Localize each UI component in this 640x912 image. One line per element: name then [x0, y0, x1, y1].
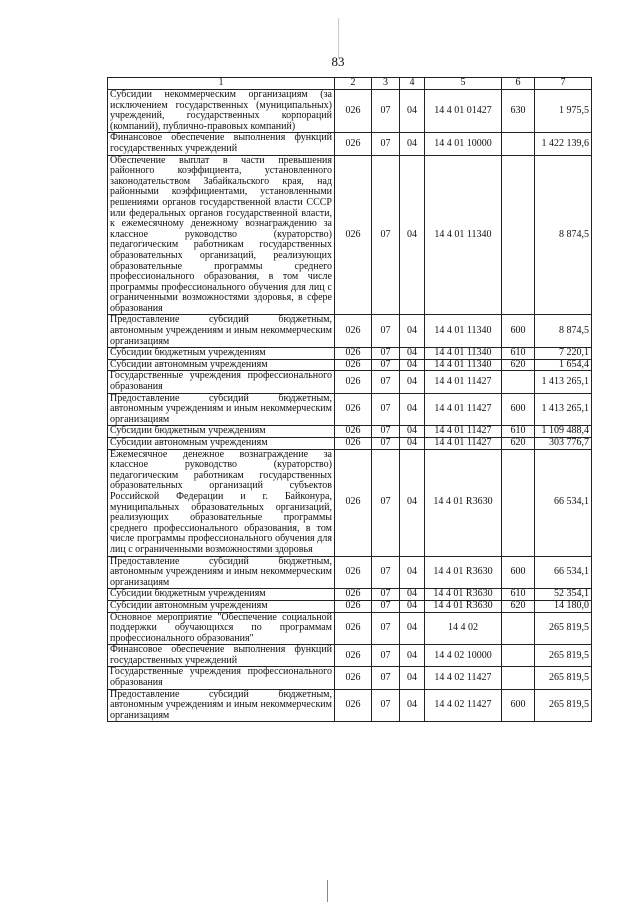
table-row	[108, 612, 592, 645]
table-row	[108, 645, 592, 667]
cell-target-article: 14 4 01 R3630	[425, 556, 502, 589]
cell-target-article: 14 4 01 11427	[425, 426, 502, 438]
cell-subsection: 04	[400, 426, 425, 438]
cell-subsection: 04	[400, 449, 425, 556]
cell-target-article: 14 4 01 R3630	[425, 449, 502, 556]
table-row	[108, 556, 592, 589]
cell-description: Финансовое обеспечение выполнения функций государственных учреждений	[108, 645, 335, 667]
cell-description: Предоставление субсидий бюджетным, автономным учреждениям и иным некоммерческим организациям	[108, 315, 335, 348]
cell-expense-type: 610	[502, 589, 535, 601]
cell-ministry-code: 026	[335, 133, 372, 155]
cell-subsection: 04	[400, 589, 425, 601]
cell-amount: 8 874,5	[535, 155, 592, 315]
cell-section: 07	[372, 589, 400, 601]
table-row	[108, 449, 592, 556]
cell-target-article: 14 4 01 10000	[425, 133, 502, 155]
cell-expense-type: 600	[502, 315, 535, 348]
table-body	[108, 90, 592, 722]
cell-subsection: 04	[400, 90, 425, 133]
table-row	[108, 589, 592, 601]
cell-section: 07	[372, 645, 400, 667]
cell-expense-type: 620	[502, 438, 535, 450]
page-number: 83	[331, 54, 345, 69]
cell-subsection: 04	[400, 645, 425, 667]
cell-expense-type	[502, 612, 535, 645]
cell-section: 07	[372, 612, 400, 645]
cell-section: 07	[372, 449, 400, 556]
scan-mark-bottom	[327, 880, 328, 902]
cell-expense-type	[502, 667, 535, 689]
cell-amount: 1 975,5	[535, 90, 592, 133]
cell-amount: 1 109 488,4	[535, 426, 592, 438]
cell-expense-type: 600	[502, 393, 535, 426]
cell-description: Субсидии бюджетным учреждениям	[108, 348, 335, 360]
cell-amount: 8 874,5	[535, 315, 592, 348]
cell-amount: 7 220,1	[535, 348, 592, 360]
cell-expense-type	[502, 449, 535, 556]
cell-ministry-code: 026	[335, 371, 372, 393]
cell-subsection: 04	[400, 438, 425, 450]
cell-expense-type: 610	[502, 426, 535, 438]
cell-ministry-code: 026	[335, 359, 372, 371]
cell-description: Субсидии бюджетным учреждениям	[108, 589, 335, 601]
cell-description: Обеспечение выплат в части превышения районного коэффициента, установленного законодательством Забайкальского края, над районными коэффициентами, установленными решениями органов государственной власти СССР или федеральных органов государственной власти, к ежемесячному денежному вознаграждению за классное руководство (кураторство) педагогическим работникам государственных образовательных организаций, реализующих образовательные программы среднего профессионального образования, в том числе программы профессионального обучения для лиц с ограниченными возможностями здоровья, в сфере образования	[108, 155, 335, 315]
cell-expense-type: 620	[502, 359, 535, 371]
cell-description: Финансовое обеспечение выполнения функций государственных учреждений	[108, 133, 335, 155]
cell-subsection: 04	[400, 315, 425, 348]
cell-section: 07	[372, 133, 400, 155]
cell-ministry-code: 026	[335, 348, 372, 360]
cell-target-article: 14 4 01 11340	[425, 155, 502, 315]
cell-ministry-code: 026	[335, 155, 372, 315]
cell-subsection: 04	[400, 133, 425, 155]
cell-ministry-code: 026	[335, 393, 372, 426]
cell-target-article: 14 4 01 11427	[425, 371, 502, 393]
cell-section: 07	[372, 90, 400, 133]
cell-subsection: 04	[400, 556, 425, 589]
cell-subsection: 04	[400, 155, 425, 315]
table-row	[108, 600, 592, 612]
cell-description: Субсидии бюджетным учреждениям	[108, 426, 335, 438]
cell-section: 07	[372, 359, 400, 371]
cell-description: Субсидии автономным учреждениям	[108, 600, 335, 612]
header-col-3: 3	[372, 78, 400, 90]
cell-description: Основное мероприятие "Обеспечение социальной поддержки обучающихся по программам профессионального образования"	[108, 612, 335, 645]
table-row	[108, 315, 592, 348]
header-col-2: 2	[335, 78, 372, 90]
cell-section: 07	[372, 393, 400, 426]
cell-ministry-code: 026	[335, 315, 372, 348]
cell-subsection: 04	[400, 612, 425, 645]
cell-description: Государственные учреждения профессионального образования	[108, 667, 335, 689]
cell-amount: 265 819,5	[535, 612, 592, 645]
cell-expense-type: 620	[502, 600, 535, 612]
cell-expense-type	[502, 155, 535, 315]
cell-description: Предоставление субсидий бюджетным, автономным учреждениям и иным некоммерческим организациям	[108, 556, 335, 589]
cell-section: 07	[372, 689, 400, 722]
cell-subsection: 04	[400, 600, 425, 612]
header-col-5: 5	[425, 78, 502, 90]
cell-expense-type: 630	[502, 90, 535, 133]
cell-amount: 265 819,5	[535, 667, 592, 689]
cell-section: 07	[372, 438, 400, 450]
cell-ministry-code: 026	[335, 449, 372, 556]
cell-target-article: 14 4 01 11340	[425, 359, 502, 371]
budget-table	[107, 77, 592, 722]
cell-expense-type: 600	[502, 556, 535, 589]
table-row	[108, 438, 592, 450]
cell-target-article: 14 4 02 11427	[425, 667, 502, 689]
table-row	[108, 359, 592, 371]
cell-description: Ежемесячное денежное вознаграждение за классное руководство (кураторство) педагогическим работникам государственных образовательных организаций субъектов Российской Федерации и г. Байконура, муниципальных образовательных организаций, реализующих образовательные программы среднего профессионального образования, в том числе программы профессионального обучения для лиц с ограниченными возможностями здоровья	[108, 449, 335, 556]
cell-section: 07	[372, 556, 400, 589]
cell-amount: 1 413 265,1	[535, 371, 592, 393]
cell-target-article: 14 4 01 R3630	[425, 600, 502, 612]
header-row	[108, 78, 592, 90]
cell-expense-type: 600	[502, 689, 535, 722]
cell-ministry-code: 026	[335, 600, 372, 612]
cell-target-article: 14 4 01 11427	[425, 393, 502, 426]
cell-section: 07	[372, 600, 400, 612]
cell-ministry-code: 026	[335, 556, 372, 589]
scan-mark-top	[338, 18, 339, 58]
cell-target-article: 14 4 01 11340	[425, 315, 502, 348]
cell-subsection: 04	[400, 667, 425, 689]
cell-description: Субсидии автономным учреждениям	[108, 438, 335, 450]
header-col-6: 6	[502, 78, 535, 90]
header-col-4: 4	[400, 78, 425, 90]
cell-amount: 265 819,5	[535, 645, 592, 667]
table-row	[108, 426, 592, 438]
table-row	[108, 90, 592, 133]
cell-subsection: 04	[400, 393, 425, 426]
cell-ministry-code: 026	[335, 612, 372, 645]
cell-target-article: 14 4 01 11340	[425, 348, 502, 360]
cell-description: Субсидии автономным учреждениям	[108, 359, 335, 371]
header-col-1: 1	[108, 78, 335, 90]
cell-amount: 52 354,1	[535, 589, 592, 601]
cell-ministry-code: 026	[335, 589, 372, 601]
cell-amount: 66 534,1	[535, 449, 592, 556]
table-row	[108, 689, 592, 722]
cell-section: 07	[372, 348, 400, 360]
table-row	[108, 393, 592, 426]
table-row	[108, 348, 592, 360]
cell-description: Государственные учреждения профессионального образования	[108, 371, 335, 393]
cell-expense-type	[502, 371, 535, 393]
cell-ministry-code: 026	[335, 90, 372, 133]
cell-description: Субсидии некоммерческим организациям (за исключением государственных (муниципальных) учреждений, государственных корпораций (компаний), публично-правовых компаний)	[108, 90, 335, 133]
cell-target-article: 14 4 01 11427	[425, 438, 502, 450]
cell-amount: 303 776,7	[535, 438, 592, 450]
cell-section: 07	[372, 667, 400, 689]
cell-target-article: 14 4 02 10000	[425, 645, 502, 667]
cell-section: 07	[372, 426, 400, 438]
cell-ministry-code: 026	[335, 645, 372, 667]
cell-amount: 1 654,4	[535, 359, 592, 371]
cell-target-article: 14 4 01 01427	[425, 90, 502, 133]
table-row	[108, 133, 592, 155]
cell-amount: 1 413 265,1	[535, 393, 592, 426]
cell-subsection: 04	[400, 359, 425, 371]
cell-section: 07	[372, 371, 400, 393]
table-row	[108, 155, 592, 315]
cell-target-article: 14 4 01 R3630	[425, 589, 502, 601]
cell-ministry-code: 026	[335, 667, 372, 689]
cell-description: Предоставление субсидий бюджетным, автономным учреждениям и иным некоммерческим организациям	[108, 393, 335, 426]
cell-expense-type: 610	[502, 348, 535, 360]
cell-section: 07	[372, 155, 400, 315]
cell-subsection: 04	[400, 348, 425, 360]
table-header	[108, 78, 592, 90]
cell-ministry-code: 026	[335, 689, 372, 722]
table-row	[108, 371, 592, 393]
cell-ministry-code: 026	[335, 438, 372, 450]
cell-description: Предоставление субсидий бюджетным, автономным учреждениям и иным некоммерческим организациям	[108, 689, 335, 722]
cell-amount: 1 422 139,6	[535, 133, 592, 155]
header-col-7: 7	[535, 78, 592, 90]
cell-subsection: 04	[400, 371, 425, 393]
cell-amount: 66 534,1	[535, 556, 592, 589]
table-row	[108, 667, 592, 689]
cell-target-article: 14 4 02 11427	[425, 689, 502, 722]
cell-section: 07	[372, 315, 400, 348]
cell-ministry-code: 026	[335, 426, 372, 438]
cell-amount: 14 180,0	[535, 600, 592, 612]
cell-subsection: 04	[400, 689, 425, 722]
cell-amount: 265 819,5	[535, 689, 592, 722]
cell-expense-type	[502, 645, 535, 667]
cell-expense-type	[502, 133, 535, 155]
cell-target-article: 14 4 02	[425, 612, 502, 645]
